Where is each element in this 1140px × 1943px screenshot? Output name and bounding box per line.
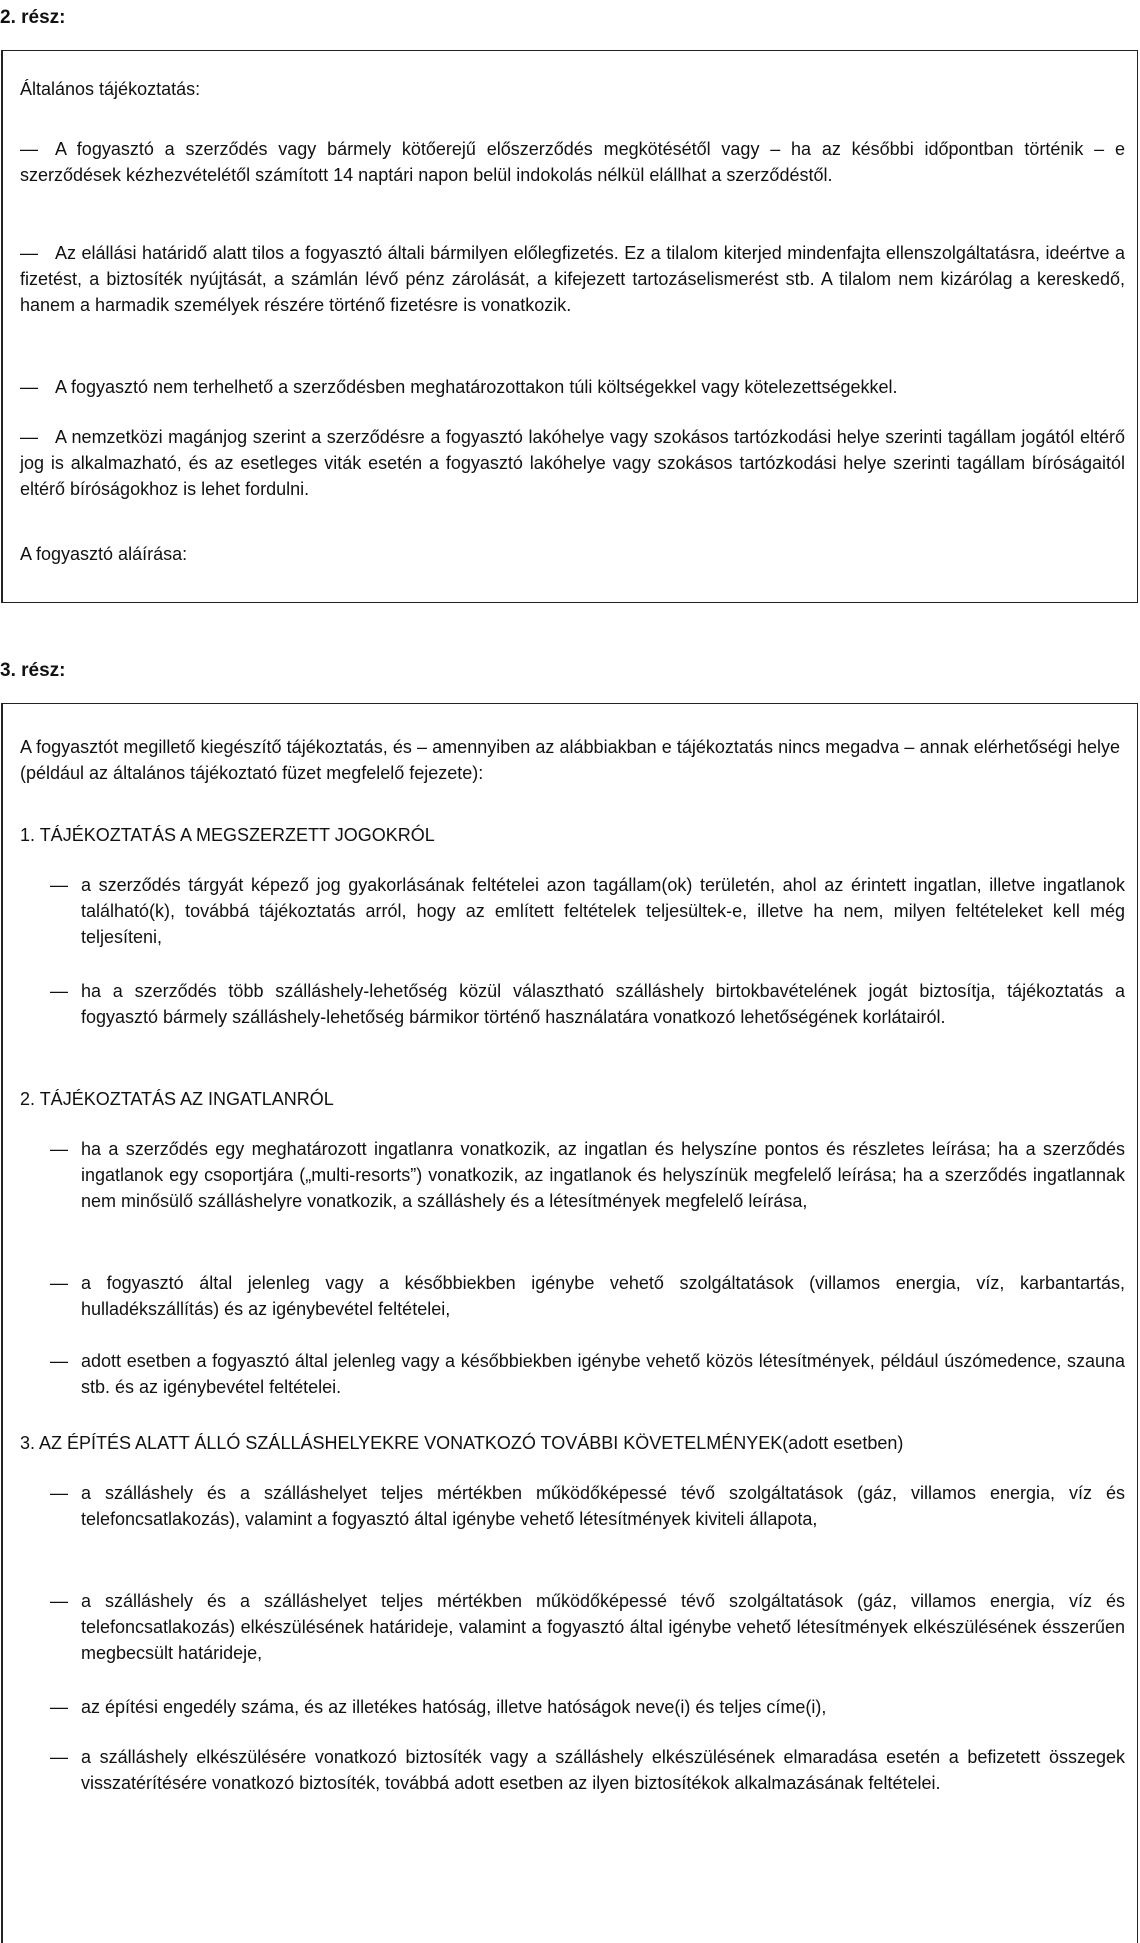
list-item <box>20 374 1125 400</box>
dash-bullet: — <box>50 1697 68 1717</box>
list-item-text: ha a szerződés egy meghatározott ingatlanra vonatkozik, az ingatlan és helyszíne pontos és részletes leírása; ha a szerződés ingatlanok egy csoportjára („multi-resorts”) vonatkozik, az ingatlanok és helyszínük megfelelő leírása; ha a szerződés ingatlannak nem minősülő szálláshelyre vonatkozik, a szálláshely és a létesítmények megfelelő leírása, <box>81 1139 1125 1211</box>
part-2-heading: 2. rész: <box>0 7 66 28</box>
section-title: 1. TÁJÉKOZTATÁS A MEGSZERZETT JOGOKRÓL <box>20 825 435 845</box>
dash-bullet: — <box>20 139 38 159</box>
dash-bullet: — <box>50 981 68 1001</box>
list-item-text: a szerződés tárgyát képező jog gyakorlásának feltételei azon tagállam(ok) területén, ahol az érintett ingatlan, illetve ingatlanok található(k), továbbá tájékoztatás arról, hogy az említett feltételek teljesültek-e, illetve ha nem, milyen feltételeket kell még teljesíteni, <box>81 875 1125 947</box>
list-item <box>50 1348 1125 1400</box>
list-item-text: A fogyasztó nem terhelhető a szerződésben meghatározottakon túli költségekkel vagy kötelezettségekkel. <box>55 377 898 397</box>
section-title: 2. TÁJÉKOZTATÁS AZ INGATLANRÓL <box>20 1089 334 1109</box>
list-item-text: a fogyasztó által jelenleg vagy a későbbiekben igénybe vehető szolgáltatások (villamos energia, víz, karbantartás, hulladékszállítás) és az igénybevétel feltételei, <box>81 1273 1125 1319</box>
list-item-text: adott esetben a fogyasztó által jelenleg vagy a későbbiekben igénybe vehető közös létesítmények, például úszómedence, szauna stb. és az igénybevétel feltételei. <box>81 1351 1125 1397</box>
list-item <box>50 1588 1125 1666</box>
list-item-text: az építési engedély száma, és az illetékes hatóság, illetve hatóságok neve(i) és teljes címe(i), <box>81 1697 827 1717</box>
part-3-heading: 3. rész: <box>0 660 66 681</box>
dash-bullet: — <box>50 875 68 895</box>
dash-bullet: — <box>50 1139 68 1159</box>
list-item-text: A nemzetközi magánjog szerint a szerződésre a fogyasztó lakóhelye vagy szokásos tartózkodási helye szerinti tagállam jogától eltérő jog is alkalmazható, és az esetleges viták esetén a fogyasztó lakóhelye vagy szokásos tartózkodási helye szerinti tagállam bíróságaitól eltérő bíróságokhoz is lehet fordulni. <box>20 427 1125 499</box>
list-item <box>50 1480 1125 1532</box>
dash-bullet: — <box>20 243 38 263</box>
list-item-text: ha a szerződés több szálláshely-lehetőség közül választható szálláshely birtokbavételének jogát biztosítja, tájékoztatás a fogyasztó bármely szálláshely-lehetőség bármikor történő használatára vonatkozó lehetőségének korlátairól. <box>81 981 1125 1027</box>
dash-bullet: — <box>50 1273 68 1293</box>
dash-bullet: — <box>20 427 38 447</box>
list-item <box>50 1744 1125 1796</box>
list-item-text: a szálláshely elkészülésére vonatkozó biztosíték vagy a szálláshely elkészülésének elmaradása esetén a befizetett összegek visszatérítésére vonatkozó biztosíték, továbbá adott esetben az ilyen biztosítékok alkalmazásának feltételei. <box>81 1747 1125 1793</box>
supplementary-info-intro: A fogyasztót megillető kiegészítő tájékoztatás, és – amennyiben az alábbiakban e tájékoztatás nincs megadva – annak elérhetőségi helye (például az általános tájékoztató füzet megfelelő fejezete): <box>20 737 1120 783</box>
section-title: 3. AZ ÉPÍTÉS ALATT ÁLLÓ SZÁLLÁSHELYEKRE VONATKOZÓ TOVÁBBI KÖVETELMÉNYEK(adott esetben) <box>20 1433 904 1453</box>
list-item <box>20 240 1125 318</box>
list-item-text: a szálláshely és a szálláshelyet teljes mértékben működőképessé tévő szolgáltatások (gáz, villamos energia, víz és telefoncsatlakozás), valamint a fogyasztó által igénybe vehető létesítmények kiviteli állapota, <box>81 1483 1125 1529</box>
part-2-box <box>1 50 1138 603</box>
list-item <box>50 1136 1125 1214</box>
dash-bullet: — <box>50 1747 68 1767</box>
dash-bullet: — <box>50 1591 68 1611</box>
list-item <box>20 136 1125 188</box>
list-item <box>50 978 1125 1030</box>
list-item <box>20 424 1125 502</box>
general-info-label: Általános tájékoztatás: <box>20 79 201 99</box>
list-item-text: Az elállási határidő alatt tilos a fogyasztó általi bármilyen előlegfizetés. Ez a tilalom kiterjed mindenfajta ellenszolgáltatásra, ideértve a fizetést, a biztosíték nyújtását, a számlán lévő pénz zárolását, a kifejezett tartozáselismerést stb. A tilalom nem kizárólag a kereskedő, hanem a harmadik személyek részére történő fizetésre is vonatkozik. <box>20 243 1125 315</box>
dash-bullet: — <box>50 1483 68 1503</box>
list-item <box>50 1694 1125 1720</box>
dash-bullet: — <box>50 1351 68 1371</box>
list-item <box>50 1270 1125 1322</box>
signature-label: A fogyasztó aláírása: <box>20 544 188 564</box>
list-item <box>50 872 1125 950</box>
list-item-text: a szálláshely és a szálláshelyet teljes mértékben működőképessé tévő szolgáltatások (gáz, villamos energia, víz és telefoncsatlakozás) elkészülésének határideje, valamint a fogyasztó által igénybe vehető létesítmények elkészülésének ésszerűen megbecsült határideje, <box>81 1591 1125 1663</box>
dash-bullet: — <box>20 377 38 397</box>
list-item-text: A fogyasztó a szerződés vagy bármely kötőerejű előszerződés megkötésétől vagy – ha az későbbi időpontban történik – e szerződések kézhezvételétől számított 14 naptári napon belül indokolás nélkül elállhat a szerződéstől. <box>20 139 1125 185</box>
